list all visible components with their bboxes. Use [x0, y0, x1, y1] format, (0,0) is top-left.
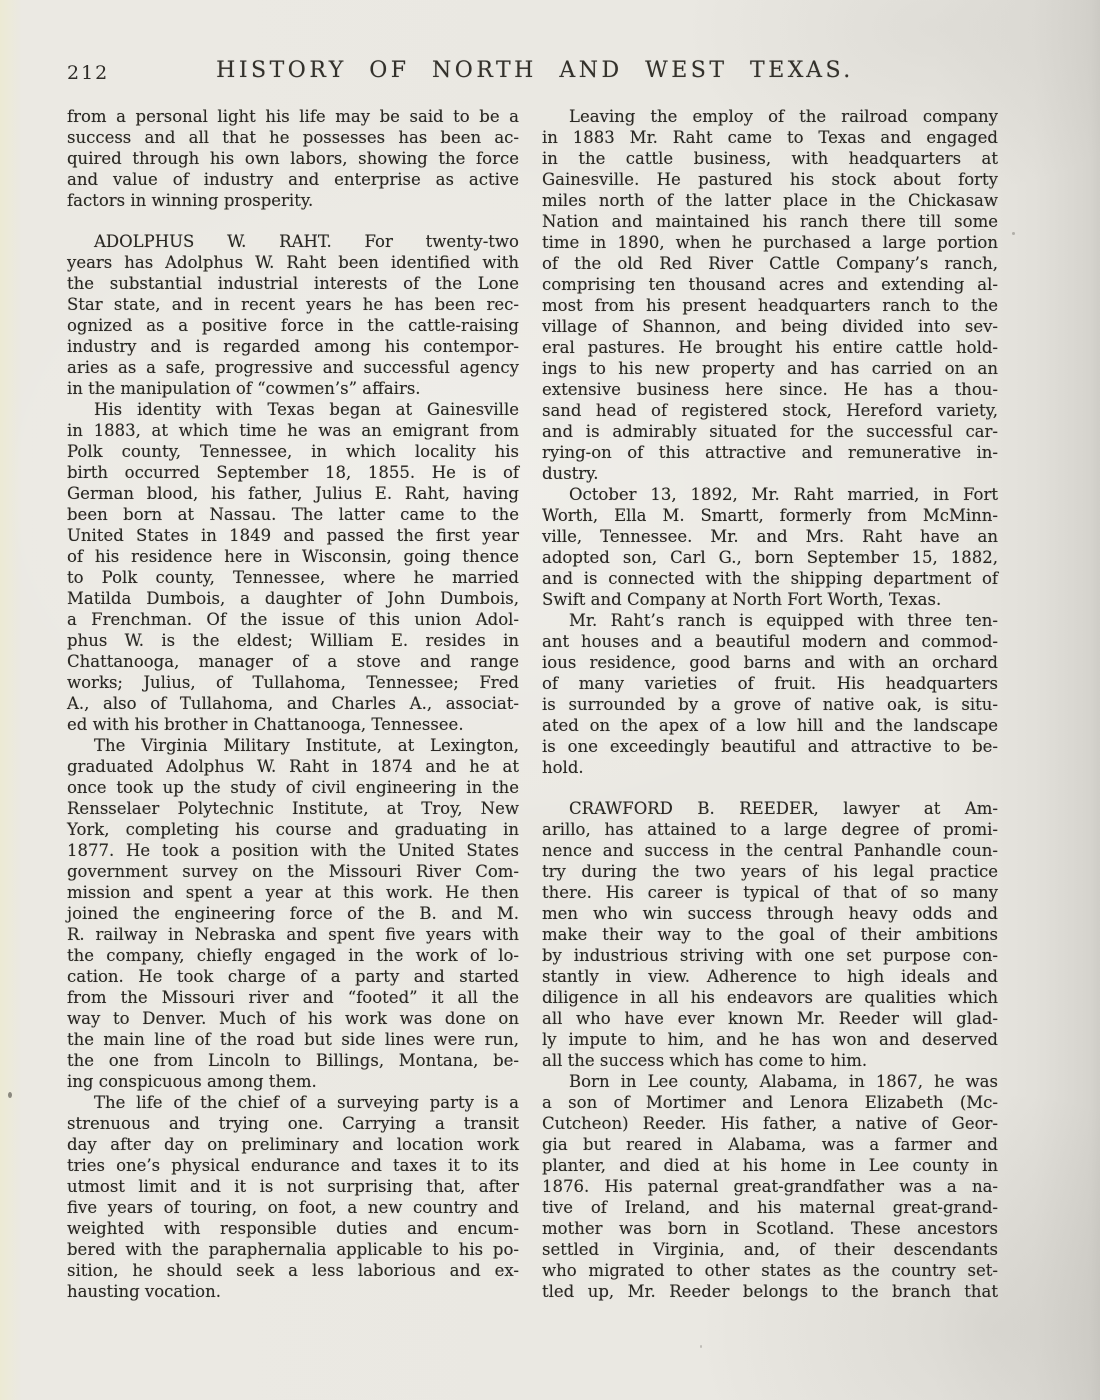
text-line: make their way to the goal of their ambitions: [542, 925, 998, 944]
text-line: all who have ever known Mr. Reeder will glad-: [542, 1009, 998, 1028]
text-line: gia but reared in Alabama, was a farmer and: [542, 1135, 998, 1154]
text-line: try during the two years of his legal practice: [542, 862, 998, 881]
paragraph: [542, 798, 998, 1071]
text-line: extensive business here since. He has a thou-: [542, 380, 998, 399]
paragraph: [67, 106, 519, 211]
text-line: 1877. He took a position with the United States: [67, 841, 519, 860]
text-line: ings to his new property and has carried on an: [542, 359, 998, 378]
text-line: the substantial industrial interests of the Lone: [67, 274, 519, 293]
text-line: ed with his brother in Chattanooga, Tennessee.: [67, 715, 464, 734]
text-line: Chattanooga, manager of a stove and range: [67, 652, 519, 671]
scan-speck: [1012, 232, 1015, 235]
text-line: Cutcheon) Reeder. His father, a native of Geor-: [542, 1114, 998, 1133]
text-line: arillo, has attained to a large degree of promi-: [542, 820, 998, 839]
text-line: R. railway in Nebraska and spent five years with: [67, 925, 519, 944]
text-line: A., also of Tullahoma, and Charles A., associat-: [67, 694, 519, 713]
text-line: is one exceedingly beautiful and attractive to be-: [542, 737, 998, 756]
text-line: five years of touring, on foot, a new country and: [67, 1198, 519, 1217]
text-line: men who win success through heavy odds and: [542, 904, 998, 923]
text-line: and value of industry and enterprise as active: [67, 170, 519, 189]
text-line: the one from Lincoln to Billings, Montana, be-: [67, 1051, 519, 1070]
text-line: in the manipulation of “cowmen’s” affairs.: [67, 379, 421, 398]
text-line: government survey on the Missouri River Com-: [67, 862, 519, 881]
paragraph: [67, 399, 519, 735]
text-line: comprising ten thousand acres and extending al-: [542, 275, 998, 294]
text-line: graduated Adolphus W. Raht in 1874 and he at: [67, 757, 519, 776]
text-line: York, completing his course and graduating in: [67, 820, 519, 839]
text-line: weighted with responsible duties and encum-: [67, 1219, 519, 1238]
text-line: all the success which has come to him.: [542, 1051, 868, 1070]
text-line: Swift and Company at North Fort Worth, Texas.: [542, 590, 942, 609]
paragraph: [542, 484, 998, 610]
text-line: Polk county, Tennessee, in which locality his: [67, 442, 519, 461]
text-line: quired through his own labors, showing the force: [67, 149, 519, 168]
text-line: planter, and died at his home in Lee county in: [542, 1156, 998, 1175]
text-line: by industrious striving with one set purpose con-: [542, 946, 998, 965]
text-line: the company, chiefly engaged in the work of lo-: [67, 946, 519, 965]
text-line: ADOLPHUS W. RAHT. For twenty-two: [94, 232, 519, 251]
text-line: stantly in view. Adherence to high ideals and: [542, 967, 998, 986]
text-line: the main line of the road but side lines were run,: [67, 1030, 519, 1049]
text-line: joined the engineering force of the B. and M.: [67, 904, 519, 923]
text-line: to Polk county, Tennessee, where he married: [67, 568, 519, 587]
text-line: birth occurred September 18, 1855. He is of: [67, 463, 519, 482]
paragraph: [67, 231, 519, 399]
text-line: ated on the apex of a low hill and the landscape: [542, 716, 998, 735]
text-line: utmost limit and it is not surprising that, after: [67, 1177, 519, 1196]
text-line: settled in Virginia, and, of their descendants: [542, 1240, 998, 1259]
text-line: years has Adolphus W. Raht been identified with: [67, 253, 519, 272]
text-line: mother was born in Scotland. These ancestors: [542, 1219, 998, 1238]
text-line: rying-on of this attractive and remunerative in-: [542, 443, 998, 462]
text-line: time in 1890, when he purchased a large portion: [542, 233, 998, 252]
text-line: ognized as a positive force in the cattle-raising: [67, 316, 519, 335]
text-line: been born at Nassau. The latter came to the: [67, 505, 519, 524]
text-line: Nation and maintained his ranch there till some: [542, 212, 998, 231]
text-line: Born in Lee county, Alabama, in 1867, he was: [569, 1072, 998, 1091]
text-line: dustry.: [542, 464, 599, 483]
paragraph: [542, 1071, 998, 1302]
paragraph: [67, 1092, 519, 1302]
page-number: 212: [67, 62, 110, 84]
text-line: His identity with Texas began at Gainesville: [94, 400, 519, 419]
text-line: phus W. is the eldest; William E. resides in: [67, 631, 519, 650]
text-line: cation. He took charge of a party and started: [67, 967, 519, 986]
text-line: hausting vocation.: [67, 1282, 221, 1301]
text-line: mission and spent a year at this work. He then: [67, 883, 519, 902]
text-line: of the old Red River Cattle Company’s ranch,: [542, 254, 998, 273]
text-line: ly impute to him, and he has won and deserved: [542, 1030, 998, 1049]
text-line: nence and success in the central Panhandle coun-: [542, 841, 998, 860]
text-line: ant houses and a beautiful modern and commod-: [542, 632, 998, 651]
text-line: CRAWFORD B. REEDER, lawyer at Am-: [569, 799, 998, 818]
text-line: sand head of registered stock, Hereford variety,: [542, 401, 998, 420]
text-line: strenuous and trying one. Carrying a transit: [67, 1114, 519, 1133]
text-line: diligence in all his endeavors are qualities which: [542, 988, 998, 1007]
text-line: hold.: [542, 758, 584, 777]
text-line: is surrounded by a grove of native oak, is situ-: [542, 695, 998, 714]
text-line: who migrated to other states as the country set-: [542, 1261, 998, 1280]
left-column: [67, 106, 519, 1302]
text-line: Worth, Ella M. Smartt, formerly from McMinn-: [542, 506, 998, 525]
text-line: in 1883, at which time he was an emigrant from: [67, 421, 519, 440]
text-line: once took up the study of civil engineering in the: [67, 778, 519, 797]
text-line: Leaving the employ of the railroad company: [569, 107, 998, 126]
text-line: miles north of the latter place in the Chickasaw: [542, 191, 998, 210]
text-line: tled up, Mr. Reeder belongs to the branch that: [542, 1282, 998, 1301]
text-line: Rensselaer Polytechnic Institute, at Troy, New: [67, 799, 519, 818]
text-line: German blood, his father, Julius E. Raht, having: [67, 484, 519, 503]
text-line: from a personal light his life may be said to be a: [67, 107, 519, 126]
text-line: Mr. Raht’s ranch is equipped with three ten-: [569, 611, 998, 630]
text-line: eral pastures. He brought his entire cattle hold-: [542, 338, 998, 357]
text-line: from the Missouri river and “footed” it all the: [67, 988, 519, 1007]
scan-speck: [700, 1345, 702, 1348]
text-line: success and all that he possesses has been ac-: [67, 128, 519, 147]
text-line: in the cattle business, with headquarters at: [542, 149, 998, 168]
text-line: of his residence here in Wisconsin, going thence: [67, 547, 519, 566]
text-line: bered with the paraphernalia applicable to his po-: [67, 1240, 519, 1259]
text-line: The Virginia Military Institute, at Lexington,: [94, 736, 519, 755]
text-line: aries as a safe, progressive and successful agency: [67, 358, 519, 377]
text-line: adopted son, Carl G., born September 15, 1882,: [542, 548, 998, 567]
paragraph: [67, 735, 519, 1092]
paragraph: [542, 106, 998, 484]
text-line: 1876. His paternal great-grandfather was a na-: [542, 1177, 998, 1196]
text-line: of many varieties of fruit. His headquarters: [542, 674, 998, 693]
text-line: tries one’s physical endurance and taxes it to its: [67, 1156, 519, 1175]
text-line: day after day on preliminary and location work: [67, 1135, 519, 1154]
text-line: ious residence, good barns and with an orchard: [542, 653, 998, 672]
text-line: there. His career is typical of that of so many: [542, 883, 998, 902]
text-line: Matilda Dumbois, a daughter of John Dumbois,: [67, 589, 519, 608]
text-line: factors in winning prosperity.: [67, 191, 314, 210]
text-line: a son of Mortimer and Lenora Elizabeth (Mc-: [542, 1093, 998, 1112]
scan-speck: [330, 952, 332, 954]
running-header: HISTORY OF NORTH AND WEST TEXAS.: [216, 58, 854, 83]
text-line: ing conspicuous among them.: [67, 1072, 317, 1091]
text-line: works; Julius, of Tullahoma, Tennessee; Fred: [67, 673, 519, 692]
text-line: industry and is regarded among his contempor-: [67, 337, 519, 356]
text-line: tive of Ireland, and his maternal great-grand-: [542, 1198, 998, 1217]
text-line: most from his present headquarters ranch to the: [542, 296, 998, 315]
text-line: ville, Tennessee. Mr. and Mrs. Raht have an: [542, 527, 998, 546]
text-line: United States in 1849 and passed the first year: [67, 526, 519, 545]
text-line: and is connected with the shipping department of: [542, 569, 998, 588]
text-line: Gainesville. He pastured his stock about forty: [542, 170, 998, 189]
text-line: The life of the chief of a surveying party is a: [94, 1093, 519, 1112]
right-column: [542, 106, 998, 1302]
scan-speck: [8, 1092, 12, 1098]
text-line: way to Denver. Much of his work was done on: [67, 1009, 519, 1028]
paragraph: [542, 610, 998, 778]
text-line: in 1883 Mr. Raht came to Texas and engaged: [542, 128, 998, 147]
text-line: October 13, 1892, Mr. Raht married, in Fort: [569, 485, 998, 504]
text-line: sition, he should seek a less laborious and ex-: [67, 1261, 519, 1280]
text-line: Star state, and in recent years he has been rec-: [67, 295, 519, 314]
text-line: a Frenchman. Of the issue of this union Adol-: [67, 610, 519, 629]
text-line: and is admirably situated for the successful car-: [542, 422, 998, 441]
text-line: village of Shannon, and being divided into sev-: [542, 317, 998, 336]
